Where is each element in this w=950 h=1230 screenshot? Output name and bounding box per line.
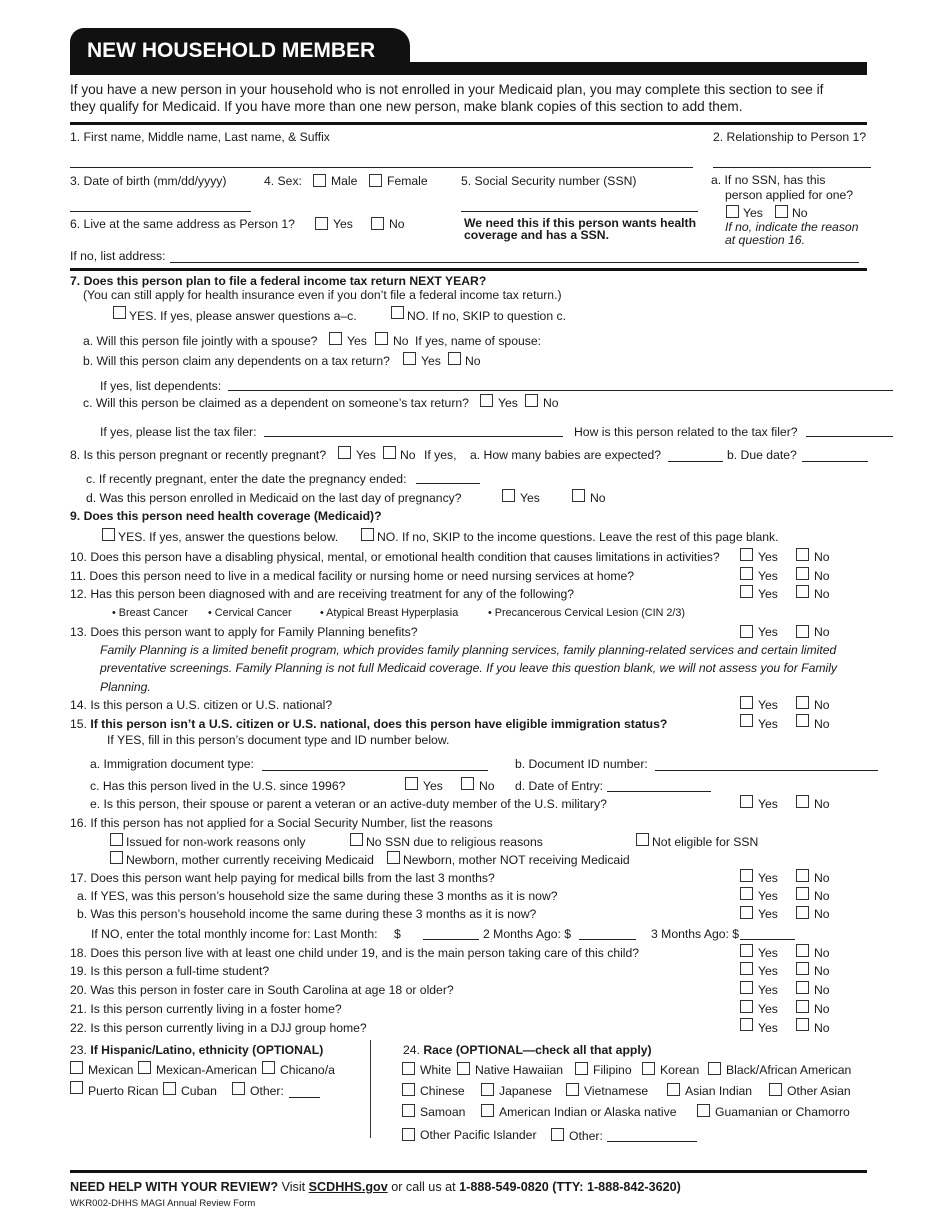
q14-no-label: No — [814, 698, 830, 712]
q6-no-label: No — [389, 217, 405, 231]
q19-no-label: No — [814, 964, 830, 978]
q5a-yes-checkbox[interactable] — [726, 205, 739, 218]
q10-yes-label: Yes — [758, 550, 778, 564]
q24-title: 24. Race (OPTIONAL—check all that apply) — [403, 1043, 652, 1057]
q18-yes-label: Yes — [758, 946, 778, 960]
q13-yes-label: Yes — [758, 625, 778, 639]
dob-field[interactable] — [70, 211, 251, 212]
q7-no-checkbox[interactable] — [391, 306, 404, 319]
q21-yes-label: Yes — [758, 1002, 778, 1016]
race-vietnamese-checkbox[interactable] — [566, 1083, 579, 1096]
q16-opt3-label: Not eligible for SSN — [652, 835, 759, 849]
race-filipino-label: Filipino — [593, 1063, 632, 1077]
q15-title: 15. If this person isn’t a U.S. citizen or U.S. national, does this person have eligible immigration status? — [70, 717, 668, 731]
q22-no-checkbox[interactable] — [796, 1018, 809, 1031]
q14-yes-label: Yes — [758, 698, 778, 712]
race-asian-indian-checkbox[interactable] — [667, 1083, 680, 1096]
ethnicity-puerto-rican-label: Puerto Rican — [88, 1084, 159, 1098]
q18-label: 18. Does this person live with at least one child under 19, and is the main person taking care of this child? — [70, 946, 640, 960]
divider — [70, 122, 867, 125]
q21-no-label: No — [814, 1002, 830, 1016]
q14-yes-checkbox[interactable] — [740, 696, 753, 709]
race-american-indian-label: American Indian or Alaska native — [499, 1105, 677, 1119]
q20-yes-label: Yes — [758, 983, 778, 997]
q16-opt1-label: Issued for non-work reasons only — [126, 835, 306, 849]
q13-label: 13. Does this person want to apply for Family Planning benefits? — [70, 625, 418, 639]
race-white-checkbox[interactable] — [402, 1062, 415, 1075]
document-id-field[interactable] — [655, 770, 878, 771]
q15b-label: b. Document ID number: — [515, 757, 648, 771]
q15-no-checkbox[interactable] — [796, 714, 809, 727]
q19-label: 19. Is this person a full-time student? — [70, 964, 270, 978]
related-field[interactable] — [806, 436, 893, 437]
q16-opt5-checkbox[interactable] — [387, 851, 400, 864]
ethnicity-cuban-checkbox[interactable] — [163, 1082, 176, 1095]
relationship-field[interactable] — [713, 167, 871, 168]
ethnicity-mexican-american-label: Mexican-American — [156, 1063, 257, 1077]
race-guamanian-label: Guamanian or Chamorro — [715, 1105, 850, 1119]
q8b-label: b. Due date? — [727, 448, 797, 462]
q20-no-label: No — [814, 983, 830, 997]
q17b-yes-label: Yes — [758, 907, 778, 921]
q10-yes-checkbox[interactable] — [740, 548, 753, 561]
q19-yes-label: Yes — [758, 964, 778, 978]
q17a-yes-checkbox[interactable] — [740, 887, 753, 900]
q17-two-months-label: 2 Months Ago: $ — [483, 927, 572, 941]
ethnicity-chicano-checkbox[interactable] — [262, 1061, 275, 1074]
q19-no-checkbox[interactable] — [796, 962, 809, 975]
q12-no-label: No — [814, 587, 830, 601]
q17b-no-label: No — [814, 907, 830, 921]
race-black-label: Black/African American — [726, 1063, 852, 1077]
q16-opt2-label: No SSN due to religious reasons — [366, 835, 543, 849]
race-pacific-islander-checkbox[interactable] — [402, 1128, 415, 1141]
q5a-no-checkbox[interactable] — [775, 205, 788, 218]
address-label: If no, list address: — [70, 249, 166, 263]
q7c-filer-label: If yes, please list the tax filer: — [100, 425, 257, 439]
q15e-yes-checkbox[interactable] — [740, 795, 753, 808]
q17-yes-label: Yes — [758, 871, 778, 885]
q17a-yes-label: Yes — [758, 889, 778, 903]
race-samoan-checkbox[interactable] — [402, 1104, 415, 1117]
q7a-label: a. Will this person file jointly with a spouse? — [83, 334, 318, 348]
divider — [70, 268, 867, 271]
q22-yes-checkbox[interactable] — [740, 1018, 753, 1031]
race-japanese-label: Japanese — [499, 1084, 552, 1098]
q12-item-cin: • Precancerous Cervical Lesion (CIN 2/3) — [488, 607, 686, 619]
q17a-no-label: No — [814, 889, 830, 903]
race-asian-indian-label: Asian Indian — [685, 1084, 753, 1098]
race-other-checkbox[interactable] — [551, 1128, 564, 1141]
q16-opt4-label: Newborn, mother currently receiving Medicaid — [126, 853, 374, 867]
dependents-field[interactable] — [228, 390, 893, 391]
q7b-list-label: If yes, list dependents: — [100, 379, 222, 393]
pregnancy-end-field[interactable] — [416, 483, 480, 484]
q7-title: 7. Does this person plan to file a federal income tax return NEXT YEAR? — [70, 274, 487, 288]
ethnicity-other-checkbox[interactable] — [232, 1082, 245, 1095]
q16-label: 16. If this person has not applied for a Social Security Number, list the reasons — [70, 816, 493, 830]
q15e-label: e. Is this person, their spouse or parent a veteran or an active-duty member of the U.S. military? — [90, 797, 607, 811]
q15e-yes-label: Yes — [758, 797, 778, 811]
q13-note-1: Family Planning is a limited benefit program, which provides family planning services, family planning-related services and certain limited — [100, 643, 837, 657]
q11-yes-checkbox[interactable] — [740, 567, 753, 580]
race-chinese-checkbox[interactable] — [402, 1083, 415, 1096]
q16-opt2-checkbox[interactable] — [350, 833, 363, 846]
q6-label: 6. Live at the same address as Person 1? — [70, 217, 295, 231]
q6-yes-checkbox[interactable] — [315, 217, 328, 230]
q21-yes-checkbox[interactable] — [740, 1000, 753, 1013]
q16-opt5-label: Newborn, mother NOT receiving Medicaid — [403, 853, 630, 867]
ethnicity-other-label: Other: — [250, 1084, 284, 1098]
q20-label: 20. Was this person in foster care in South Carolina at age 18 or older? — [70, 983, 454, 997]
q11-yes-label: Yes — [758, 569, 778, 583]
q17-dollar: $ — [394, 927, 401, 941]
q12-yes-checkbox[interactable] — [740, 585, 753, 598]
q9-no-checkbox[interactable] — [361, 528, 374, 541]
male-checkbox[interactable] — [313, 174, 326, 187]
document-type-field[interactable] — [262, 770, 488, 771]
race-samoan-label: Samoan — [420, 1105, 466, 1119]
q19-yes-checkbox[interactable] — [740, 962, 753, 975]
q17b-no-checkbox[interactable] — [796, 906, 809, 919]
name-field[interactable] — [70, 167, 693, 168]
q8a-label: a. How many babies are expected? — [470, 448, 662, 462]
q20-no-checkbox[interactable] — [796, 981, 809, 994]
race-other-asian-checkbox[interactable] — [769, 1083, 782, 1096]
footer-help: NEED HELP WITH YOUR REVIEW? Visit SCDHHS.gov or call us at 1-888-549-0820 (TTY: 1-888-842-3620) — [70, 1180, 681, 1194]
form-id: WKR002-DHHS MAGI Annual Review Form — [70, 1198, 256, 1209]
q3-label: 3. Date of birth (mm/dd/yyyy) — [70, 174, 227, 188]
q1-label: 1. First name, Middle name, Last name, & Suffix — [70, 130, 330, 144]
q10-no-checkbox[interactable] — [796, 548, 809, 561]
q15c-yes-checkbox[interactable] — [405, 777, 418, 790]
intro-line-2: they qualify for Medicaid. If you have more than one new person, make blank copies of this section to add them. — [70, 99, 743, 114]
q22-label: 22. Is this person currently living in a DJJ group home? — [70, 1021, 367, 1035]
ethnicity-mexican-checkbox[interactable] — [70, 1061, 83, 1074]
q7a-no-label: No — [393, 334, 409, 348]
q7a-yes-checkbox[interactable] — [329, 332, 342, 345]
q15-no-label: No — [814, 717, 830, 731]
ssn-field[interactable] — [461, 211, 698, 212]
q10-no-label: No — [814, 550, 830, 564]
q17b-yes-checkbox[interactable] — [740, 906, 753, 919]
q5a-note-1: If no, indicate the reason — [725, 220, 859, 234]
q12-item-hyperplasia: • Atypical Breast Hyperplasia — [320, 607, 459, 619]
q8c-label: c. If recently pregnant, enter the date the pregnancy ended: — [86, 472, 407, 486]
q7c-related-label: How is this person related to the tax filer? — [574, 425, 798, 439]
q22-yes-label: Yes — [758, 1021, 778, 1035]
q8d-no-checkbox[interactable] — [572, 489, 585, 502]
babies-field[interactable] — [668, 461, 723, 462]
site-link[interactable]: SCDHHS.gov — [308, 1180, 388, 1194]
race-other-field[interactable] — [607, 1141, 697, 1142]
q7a-yes-label: Yes — [347, 334, 367, 348]
q6-no-checkbox[interactable] — [371, 217, 384, 230]
q15-yes-label: Yes — [758, 717, 778, 731]
due-date-field[interactable] — [802, 461, 868, 462]
q15a-label: a. Immigration document type: — [90, 757, 254, 771]
race-vietnamese-label: Vietnamese — [584, 1084, 649, 1098]
q8d-no-label: No — [590, 491, 606, 505]
q22-no-label: No — [814, 1021, 830, 1035]
race-filipino-checkbox[interactable] — [575, 1062, 588, 1075]
q17-label: 17. Does this person want help paying for medical bills from the last 3 months? — [70, 871, 495, 885]
two-months-field[interactable] — [579, 939, 636, 940]
race-white-label: White — [420, 1063, 452, 1077]
q17-income-label: If NO, enter the total monthly income for: Last Month: — [91, 927, 378, 941]
q11-label: 11. Does this person need to live in a medical facility or nursing home or need nursing services at home? — [70, 569, 635, 583]
ssn-note-1: We need this if this person wants health — [464, 216, 697, 230]
q11-no-checkbox[interactable] — [796, 567, 809, 580]
race-other-asian-label: Other Asian — [787, 1084, 851, 1098]
q7c-no-label: No — [543, 396, 559, 410]
q5a-line1: a. If no SSN, has this — [711, 173, 826, 187]
q5a-line2: person applied for one? — [725, 188, 854, 202]
q5a-note-2: at question 16. — [725, 233, 805, 247]
q16-opt4-checkbox[interactable] — [110, 851, 123, 864]
race-korean-label: Korean — [660, 1063, 700, 1077]
ethnicity-mexican-label: Mexican — [88, 1063, 134, 1077]
q7b-yes-checkbox[interactable] — [403, 352, 416, 365]
column-divider — [370, 1040, 371, 1138]
ethnicity-puerto-rican-checkbox[interactable] — [70, 1081, 83, 1094]
q18-no-checkbox[interactable] — [796, 944, 809, 957]
ethnicity-chicano-label: Chicano/a — [280, 1063, 335, 1077]
q2-label: 2. Relationship to Person 1? — [713, 130, 867, 144]
q17b-label: b. Was this person’s household income the same during these 3 months as it is now? — [77, 907, 537, 921]
q13-no-label: No — [814, 625, 830, 639]
q20-yes-checkbox[interactable] — [740, 981, 753, 994]
q7b-yes-label: Yes — [421, 354, 441, 368]
q10-label: 10. Does this person have a disabling physical, mental, or emotional health condition that causes limitations in activities? — [70, 550, 720, 564]
race-guamanian-checkbox[interactable] — [697, 1104, 710, 1117]
q7c-yes-checkbox[interactable] — [480, 394, 493, 407]
q12-no-checkbox[interactable] — [796, 585, 809, 598]
q5a-yes-label: Yes — [743, 206, 763, 220]
ethnicity-cuban-label: Cuban — [181, 1084, 217, 1098]
address-field[interactable] — [170, 262, 859, 263]
q7c-label: c. Will this person be claimed as a dependent on someone’s tax return? — [83, 396, 469, 410]
tax-filer-field[interactable] — [264, 436, 563, 437]
q17a-label: a. If YES, was this person’s household size the same during these 3 months as it is now? — [77, 889, 558, 903]
q15c-no-checkbox[interactable] — [461, 777, 474, 790]
q17-yes-checkbox[interactable] — [740, 869, 753, 882]
q8-yes-checkbox[interactable] — [338, 446, 351, 459]
q7-sub: (You can still apply for health insurance even if you don’t file a federal income tax return.) — [83, 288, 562, 302]
q15c-yes-label: Yes — [423, 779, 443, 793]
q15-sub: If YES, fill in this person’s document type and ID number below. — [107, 733, 450, 747]
race-native-hawaiian-label: Native Hawaiian — [475, 1063, 564, 1077]
race-black-checkbox[interactable] — [708, 1062, 721, 1075]
q13-no-checkbox[interactable] — [796, 625, 809, 638]
q14-label: 14. Is this person a U.S. citizen or U.S. national? — [70, 698, 333, 712]
q8-yes-label: Yes — [356, 448, 376, 462]
q9-yes-checkbox[interactable] — [102, 528, 115, 541]
q5-label: 5. Social Security number (SSN) — [461, 174, 637, 188]
q13-note-2: preventative screenings. Family Planning is not full Medicaid coverage. If you leave this question blank, we will not assess you for Family — [100, 661, 838, 675]
q17-no-checkbox[interactable] — [796, 869, 809, 882]
q14-no-checkbox[interactable] — [796, 696, 809, 709]
q6-yes-label: Yes — [333, 217, 353, 231]
q17-no-label: No — [814, 871, 830, 885]
female-checkbox[interactable] — [369, 174, 382, 187]
q17a-no-checkbox[interactable] — [796, 887, 809, 900]
q17-three-months-label: 3 Months Ago: $ — [651, 927, 740, 941]
q8-label: 8. Is this person pregnant or recently pregnant? — [70, 448, 327, 462]
q9-yes-text: YES. If yes, answer the questions below. — [118, 530, 339, 544]
q7-yes-checkbox[interactable] — [113, 306, 126, 319]
intro-line-1: If you have a new person in your household who is not enrolled in your Medicaid plan, you may complete this section to see if — [70, 82, 824, 97]
race-american-indian-checkbox[interactable] — [481, 1104, 494, 1117]
q7-no-text: NO. If no, SKIP to question c. — [407, 309, 566, 323]
race-chinese-label: Chinese — [420, 1084, 465, 1098]
q12-yes-label: Yes — [758, 587, 778, 601]
q16-opt3-checkbox[interactable] — [636, 833, 649, 846]
q15e-no-checkbox[interactable] — [796, 795, 809, 808]
male-label: Male — [331, 174, 358, 188]
q7c-yes-label: Yes — [498, 396, 518, 410]
q8d-yes-label: Yes — [520, 491, 540, 505]
race-korean-checkbox[interactable] — [642, 1062, 655, 1075]
entry-date-field[interactable] — [607, 791, 711, 792]
q7b-no-checkbox[interactable] — [448, 352, 461, 365]
q9-title: 9. Does this person need health coverage (Medicaid)? — [70, 509, 382, 523]
q11-no-label: No — [814, 569, 830, 583]
race-japanese-checkbox[interactable] — [481, 1083, 494, 1096]
q7c-no-checkbox[interactable] — [525, 394, 538, 407]
female-label: Female — [387, 174, 428, 188]
last-month-field[interactable] — [423, 939, 479, 940]
q8-no-checkbox[interactable] — [383, 446, 396, 459]
q4-label: 4. Sex: — [264, 174, 302, 188]
q5a-no-label: No — [792, 206, 808, 220]
q7-yes-text: YES. If yes, please answer questions a–c. — [129, 309, 357, 323]
race-native-hawaiian-checkbox[interactable] — [457, 1062, 470, 1075]
q15d-label: d. Date of Entry: — [515, 779, 604, 793]
q7a-spouse-label: If yes, name of spouse: — [415, 334, 542, 348]
race-other-label: Other: — [569, 1129, 603, 1143]
ethnicity-other-field[interactable] — [289, 1097, 320, 1098]
ssn-note-2: coverage and has a SSN. — [464, 228, 609, 242]
divider — [70, 1170, 867, 1173]
three-months-field[interactable] — [740, 939, 795, 940]
q13-yes-checkbox[interactable] — [740, 625, 753, 638]
q23-title: 23. If Hispanic/Latino, ethnicity (OPTIONAL) — [70, 1043, 324, 1057]
q8d-yes-checkbox[interactable] — [502, 489, 515, 502]
q8d-label: d. Was this person enrolled in Medicaid on the last day of pregnancy? — [86, 491, 462, 505]
q12-item-cervical-cancer: • Cervical Cancer — [208, 607, 292, 619]
q15c-no-label: No — [479, 779, 495, 793]
q7b-label: b. Will this person claim any dependents on a tax return? — [83, 354, 390, 368]
q8-if-yes: If yes, — [424, 448, 457, 462]
q15c-label: c. Has this person lived in the U.S. since 1996? — [90, 779, 346, 793]
q15-yes-checkbox[interactable] — [740, 714, 753, 727]
q7a-no-checkbox[interactable] — [375, 332, 388, 345]
q12-item-breast-cancer: • Breast Cancer — [112, 607, 188, 619]
q9-no-text: NO. If no, SKIP to the income questions. Leave the rest of this page blank. — [377, 530, 779, 544]
q18-yes-checkbox[interactable] — [740, 944, 753, 957]
q12-label: 12. Has this person been diagnosed with and are receiving treatment for any of the following? — [70, 587, 575, 601]
q7b-no-label: No — [465, 354, 481, 368]
page-title: NEW HOUSEHOLD MEMBER — [87, 39, 376, 62]
q21-no-checkbox[interactable] — [796, 1000, 809, 1013]
q13-note-3: Planning. — [100, 680, 151, 694]
header-bar — [70, 62, 867, 75]
race-pacific-islander-label: Other Pacific Islander — [420, 1128, 537, 1142]
q8-no-label: No — [400, 448, 416, 462]
q18-no-label: No — [814, 946, 830, 960]
q15e-no-label: No — [814, 797, 830, 811]
q16-opt1-checkbox[interactable] — [110, 833, 123, 846]
ethnicity-mexican-american-checkbox[interactable] — [138, 1061, 151, 1074]
q21-label: 21. Is this person currently living in a foster home? — [70, 1002, 342, 1016]
